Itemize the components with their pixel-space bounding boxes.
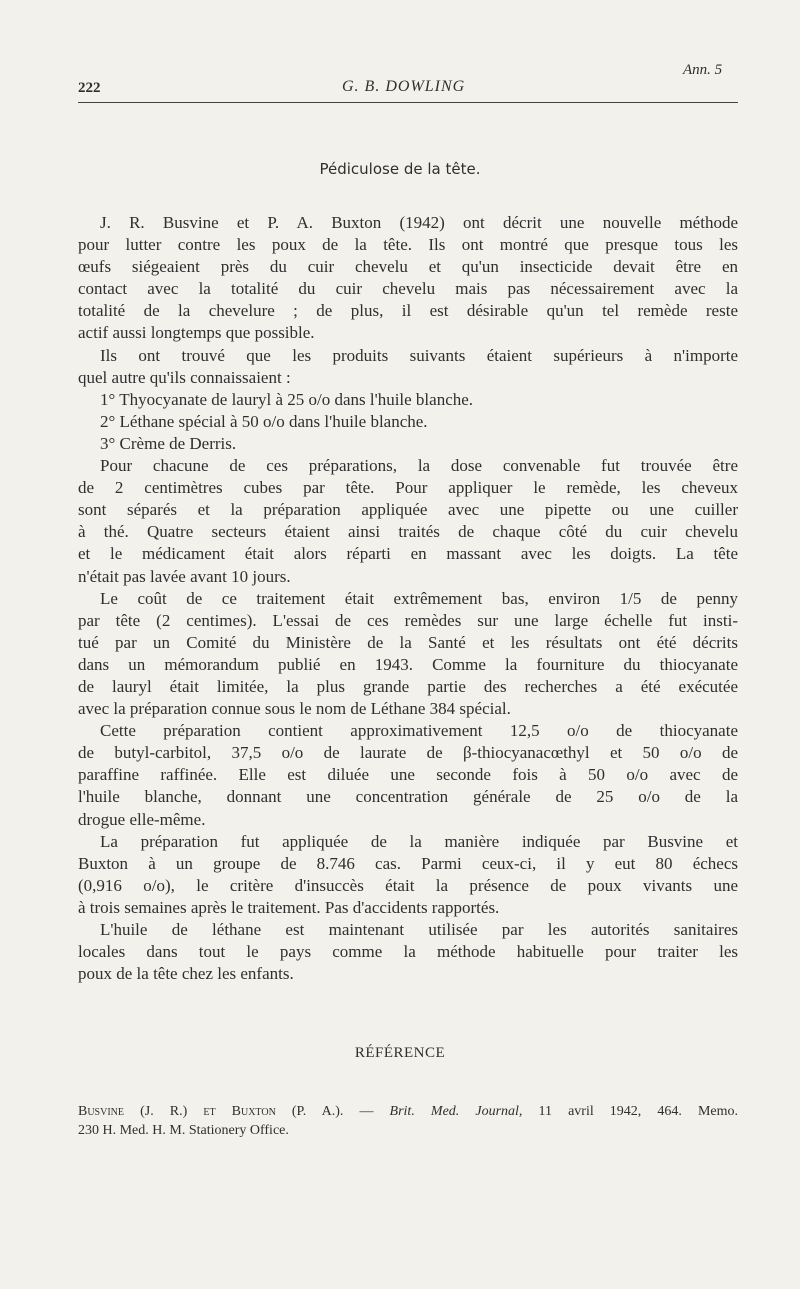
- body-line: drogue elle-même.: [78, 809, 206, 829]
- body-line: sont séparés et la préparation appliquée avec une pipette ou une cuiller: [78, 500, 738, 520]
- body-line: actif aussi longtemps que possible.: [78, 323, 315, 343]
- body-line: contact avec la totalité du cuir chevelu mais pas nécessairement avec la: [78, 279, 738, 299]
- section-title: Pédiculose de la tête.: [319, 160, 481, 178]
- body-line: tué par un Comité du Ministère de la Santé et les résultats ont été décrits: [78, 632, 738, 652]
- reference-entry: [78, 1102, 738, 1140]
- body-line: œufs siégeaient près du cuir chevelu et qu'un insecticide devait être en: [78, 257, 738, 277]
- body-line: Buxton à un groupe de 8.746 cas. Parmi ceux-ci, il y eut 80 échecs: [78, 853, 738, 873]
- body-line: quel autre qu'ils connaissaient :: [78, 367, 291, 387]
- body-line: La préparation fut appliquée de la manière indiquée par Busvine et: [100, 831, 738, 851]
- body-line: pour lutter contre les poux de la tête. Ils ont montré que presque tous les: [78, 235, 738, 255]
- body-line: de lauryl était limitée, la plus grande partie des recherches a été exécutée: [78, 676, 738, 696]
- body-line: paraffine raffinée. Elle est diluée une seconde fois à 50 o/o avec de: [78, 765, 738, 785]
- body-line: n'était pas lavée avant 10 jours.: [78, 566, 291, 586]
- body-line: et le médicament était alors réparti en massant avec les doigts. La tête: [78, 544, 738, 564]
- body-line: J. R. Busvine et P. A. Buxton (1942) ont décrit une nouvelle méthode: [100, 213, 738, 232]
- body-line: L'huile de léthane est maintenant utilisée par les autorités sanitaires: [100, 920, 738, 939]
- body-line: Le coût de ce traitement était extrêmement bas, environ 1/5 de penny: [100, 588, 738, 608]
- reference-journal: Brit. Med. Journal,: [389, 1104, 523, 1119]
- body-line: de 2 centimètres cubes par tête. Pour appliquer le remède, les cheveux: [78, 478, 738, 498]
- page-header: [78, 78, 738, 100]
- body-line: dans un mémorandum publié en 1943. Comme la fourniture du thiocyanate: [78, 654, 738, 674]
- list-item: 3° Crème de Derris.: [100, 433, 237, 453]
- list-item: 2° Léthane spécial à 50 o/o dans l'huile blanche.: [100, 411, 428, 431]
- body-line: à trois semaines après le traitement. Pas d'accidents rapportés.: [78, 897, 500, 917]
- body-line: poux de la tête chez les enfants.: [78, 964, 294, 984]
- body-text: [78, 212, 738, 985]
- body-line: à thé. Quatre secteurs étaient ainsi traités de chaque côté du cuir chevelu: [78, 522, 738, 542]
- reference-heading: RÉFÉRENCE: [354, 1045, 446, 1061]
- body-line: par tête (2 centimes). L'essai de ces remèdes sur une large échelle fut insti-: [78, 610, 738, 630]
- header-rule: [78, 102, 738, 103]
- reference-line-2: 230 H. Med. H. M. Stationery Office.: [78, 1123, 289, 1138]
- body-line: (0,916 o/o), le critère d'insuccès était la présence de poux vivants une: [78, 875, 738, 895]
- body-line: Cette préparation contient approximativement 12,5 o/o de thiocyanate: [100, 721, 738, 741]
- body-line: Pour chacune de ces préparations, la dose convenable fut trouvée être: [100, 456, 738, 476]
- body-line: l'huile blanche, donnant une concentration générale de 25 o/o de la: [78, 787, 738, 807]
- reference-authors: Busvine (J. R.) et Buxton (P. A.). —: [78, 1104, 374, 1119]
- body-line: locales dans tout le pays comme la méthode habituelle pour traiter les: [78, 942, 738, 962]
- body-line: totalité de la chevelure ; de plus, il est désirable qu'un tel remède reste: [78, 301, 738, 321]
- list-item: 1° Thyocyanate de lauryl à 25 o/o dans l'huile blanche.: [100, 389, 474, 409]
- page-number: 222: [78, 80, 101, 96]
- body-line: avec la préparation connue sous le nom de Léthane 384 spécial.: [78, 699, 511, 719]
- running-title: G. B. DOWLING: [342, 78, 466, 95]
- volume-annotation: Ann. 5: [683, 62, 723, 78]
- reference-details: 11 avril 1942, 464. Memo.: [538, 1104, 738, 1119]
- body-line: Ils ont trouvé que les produits suivants étaient supérieurs à n'importe: [100, 345, 738, 365]
- body-line: de butyl-carbitol, 37,5 o/o de laurate de β-thiocyanacœthyl et 50 o/o de: [78, 743, 738, 763]
